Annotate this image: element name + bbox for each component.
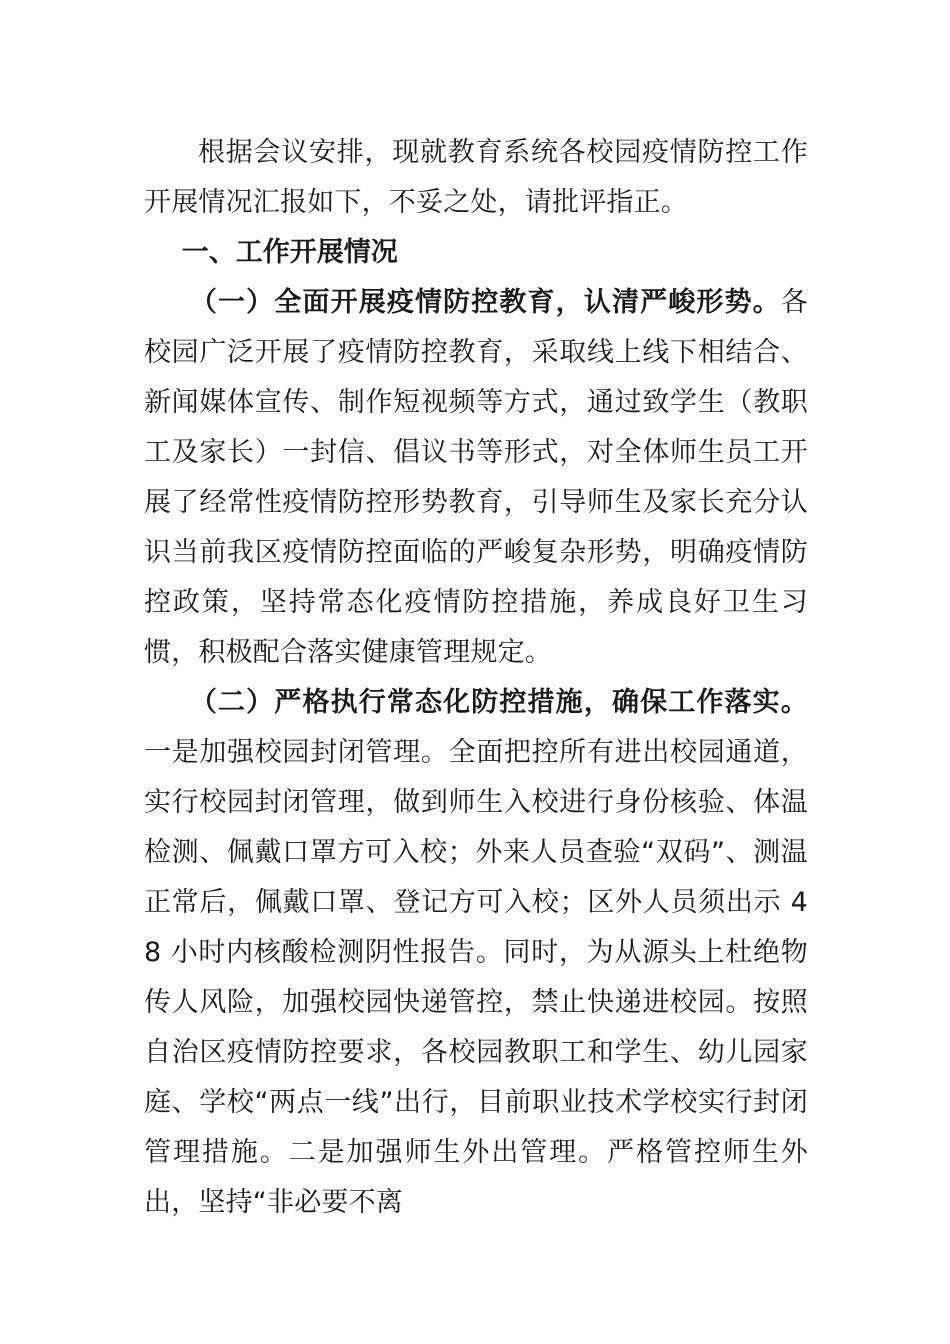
subsection-lead-1: （一）全面开展疫情防控教育，认清严峻形势。 (189, 287, 781, 318)
section-heading: 一、工作开展情况 (181, 237, 398, 268)
subsection-body-1: 各校园广泛开展了疫情防控教育，采取线上线下相结合、新闻媒体宣传、制作短视频等方式，通过致学生（教职工及家长）一封信、倡议书等形式，对全体师生员工开展了经常性疫情防控形势教育，引导师生及家长充分认识当前我区疫情防控面临的严峻复杂形势，明确疫情防控政策，坚持常态化疫情防控措施，养成良好卫生习惯，积极配合落实健康管理规定。 (144, 287, 808, 668)
subsection-body-2: 一是加强校园封闭管理。全面把控所有进出校园通道，实行校园封闭管理，做到师生入校进行身份核验、体温检测、佩戴口罩方可入校；外来人员查验“双码”、测温正常后，佩戴口罩、登记方可入校；区外人员须出示 48 小时内核酸检测阴性报告。同时，为从源头上杜绝物传人风险，加强校园快递管控，禁止快递进校园。按照自治区疫情防控要求，各校园教职工和学生、幼儿园家庭、学校“两点一线”出行，目前职业技术学校实行封闭管理措施。二是加强师生外出管理。严格管控师生外出，坚持“非必要不离 (144, 737, 808, 1218)
subsection-paragraph-2 (144, 678, 808, 1228)
subsection-paragraph-1 (144, 278, 808, 678)
subsection-lead-2: （二）严格执行常态化防控措施，确保工作落实。 (189, 687, 808, 718)
intro-paragraph: 根据会议安排，现就教育系统各校园疫情防控工作开展情况汇报如下，不妥之处，请批评指正。 (144, 137, 808, 218)
document-body (144, 128, 808, 1228)
